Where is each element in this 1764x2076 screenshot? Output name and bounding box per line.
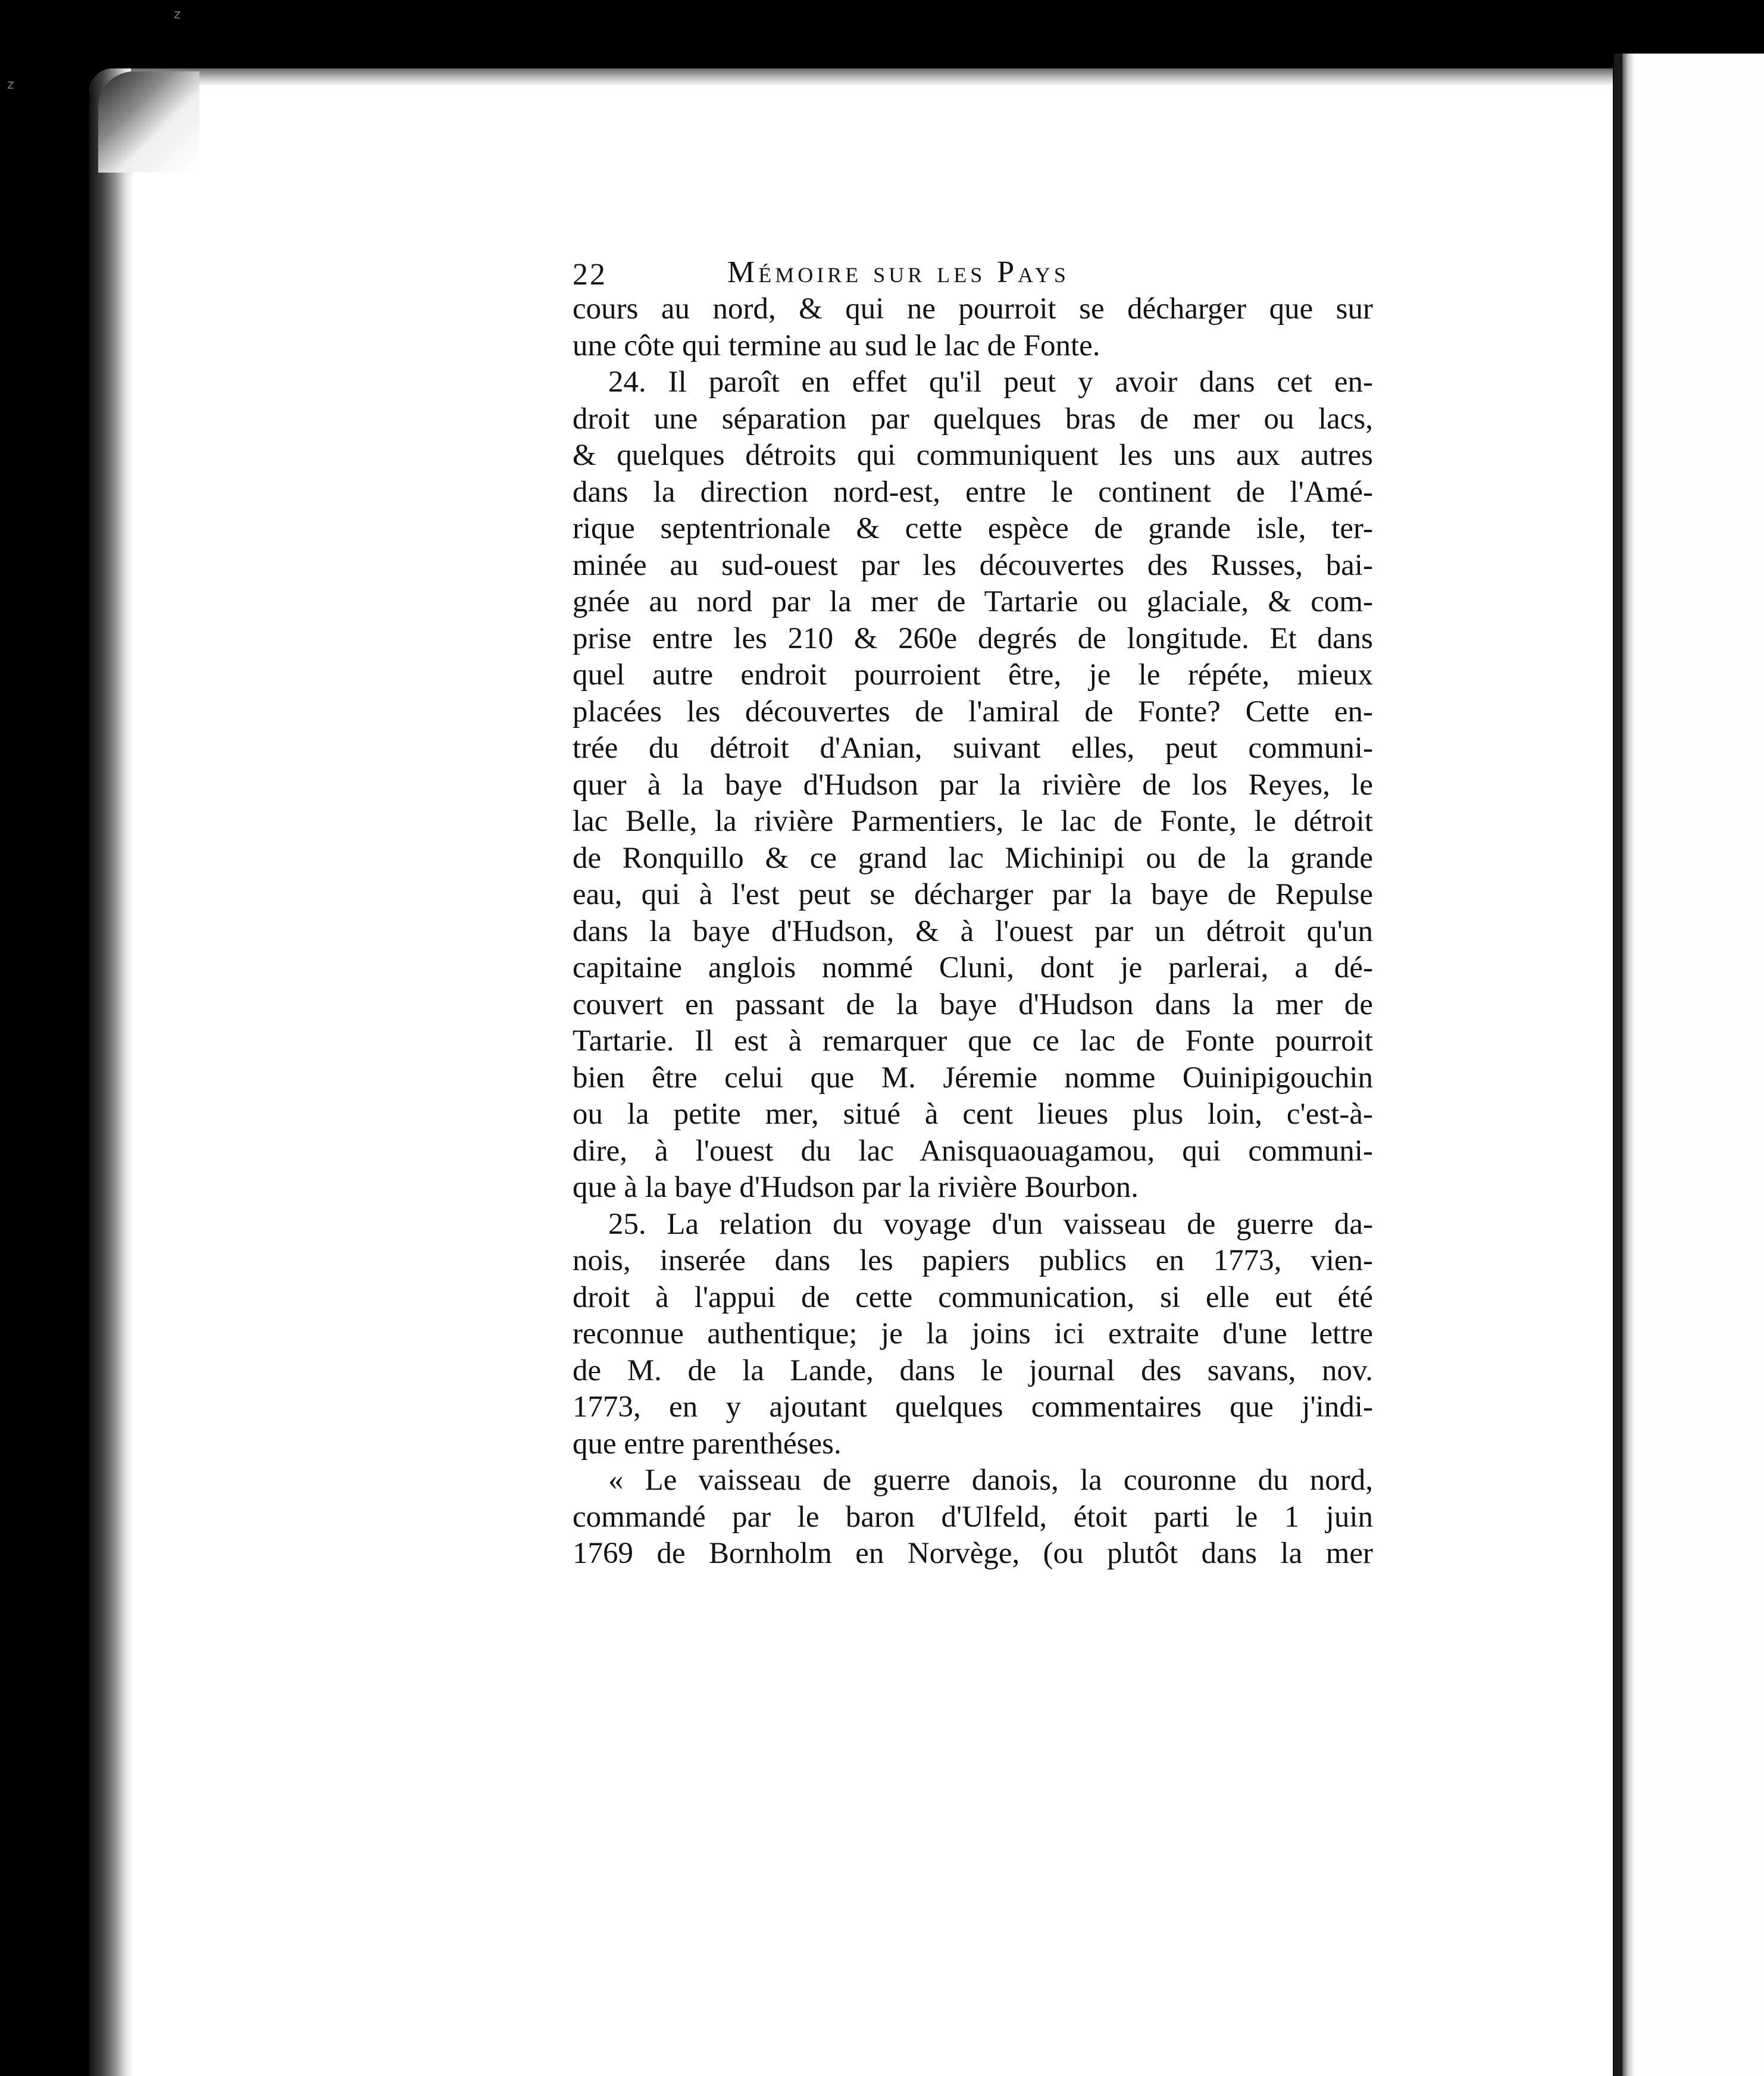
text-line: cours au nord, & qui ne pourroit se décharger que sur <box>573 292 1373 326</box>
text-line: droit à l'appui de cette communication, si elle eut été <box>573 1280 1373 1314</box>
text-line: 24. Il paroît en effet qu'il peut y avoir dans cet en- <box>608 365 1373 399</box>
text-line: dans la direction nord-est, entre le continent de l'Amé- <box>573 475 1373 509</box>
text-block <box>573 254 1373 1572</box>
text-line: dans la baye d'Hudson, & à l'ouest par un détroit qu'un <box>573 914 1373 948</box>
text-line: minée au sud-ouest par les découvertes des Russes, bai- <box>573 548 1373 582</box>
text-line: quer à la baye d'Hudson par la rivière de los Reyes, le <box>573 768 1373 802</box>
running-head <box>573 254 1373 292</box>
text-line: 25. La relation du voyage d'un vaisseau de guerre da- <box>608 1207 1373 1241</box>
scan-mark-top: z <box>174 7 181 22</box>
text-line: & quelques détroits qui communiquent les uns aux autres <box>573 439 1373 472</box>
text-line: rique septentrionale & cette espèce de grande isle, ter- <box>573 512 1373 545</box>
page-corner-fold <box>98 71 199 173</box>
text-line: de Ronquillo & ce grand lac Michinipi ou de la grande <box>573 841 1373 875</box>
next-page-sliver <box>1622 54 1764 2076</box>
text-line: capitaine anglois nommé Cluni, dont je parlerai, a dé- <box>573 951 1373 984</box>
text-line: gnée au nord par la mer de Tartarie ou glaciale, & com- <box>573 585 1373 618</box>
text-line: commandé par le baron d'Ulfeld, étoit parti le 1 juin <box>573 1500 1373 1534</box>
page-number: 22 <box>573 258 607 292</box>
text-line: bien être celui que M. Jéremie nomme Ouinipigouchin <box>573 1061 1373 1095</box>
text-line: prise entre les 210 & 260e degrés de longitude. Et dans <box>573 621 1373 655</box>
running-title: Mémoire sur les Pays <box>727 255 1069 289</box>
text-line: que à la baye d'Hudson par la rivière Bourbon. <box>573 1171 1139 1204</box>
scan-mark-left: z <box>7 77 14 92</box>
text-line: trée du détroit d'Anian, suivant elles, peut communi- <box>573 731 1373 765</box>
text-line: une côte qui termine au sud le lac de Fonte. <box>573 329 1100 362</box>
gutter-shadow <box>1614 54 1622 2076</box>
text-line: droit une séparation par quelques bras de mer ou lacs, <box>573 402 1373 436</box>
text-line: quel autre endroit pourroient être, je le répéte, mieux <box>573 658 1373 692</box>
text-line: eau, qui à l'est peut se décharger par la baye de Repulse <box>573 878 1373 911</box>
text-line: « Le vaisseau de guerre danois, la couronne du nord, <box>608 1464 1373 1497</box>
text-line: 1769 de Bornholm en Norvège, (ou plutôt dans la mer <box>573 1537 1373 1570</box>
text-line: ou la petite mer, situé à cent lieues plus loin, c'est-à- <box>573 1098 1373 1131</box>
page-top-edge <box>131 68 1613 86</box>
text-line: que entre parenthéses. <box>573 1427 842 1461</box>
text-line: lac Belle, la rivière Parmentiers, le lac de Fonte, le détroit <box>573 805 1373 838</box>
text-line: Tartarie. Il est à remarquer que ce lac de Fonte pourroit <box>573 1024 1373 1058</box>
text-line: nois, inserée dans les papiers publics en 1773, vien- <box>573 1244 1373 1277</box>
text-line: 1773, en y ajoutant quelques commentaires que j'indi- <box>573 1390 1373 1424</box>
next-page-edge <box>1622 54 1634 2076</box>
text-line: reconnue authentique; je la joins ici extraite d'une lettre <box>573 1317 1373 1350</box>
text-line: couvert en passant de la baye d'Hudson dans la mer de <box>573 987 1373 1021</box>
text-line: placées les découvertes de l'amiral de Fonte? Cette en- <box>573 695 1373 729</box>
page-binding-edge <box>89 68 134 2076</box>
text-line: de M. de la Lande, dans le journal des savans, nov. <box>573 1353 1373 1387</box>
text-line: dire, à l'ouest du lac Anisquaouagamou, qui communi- <box>573 1134 1373 1168</box>
